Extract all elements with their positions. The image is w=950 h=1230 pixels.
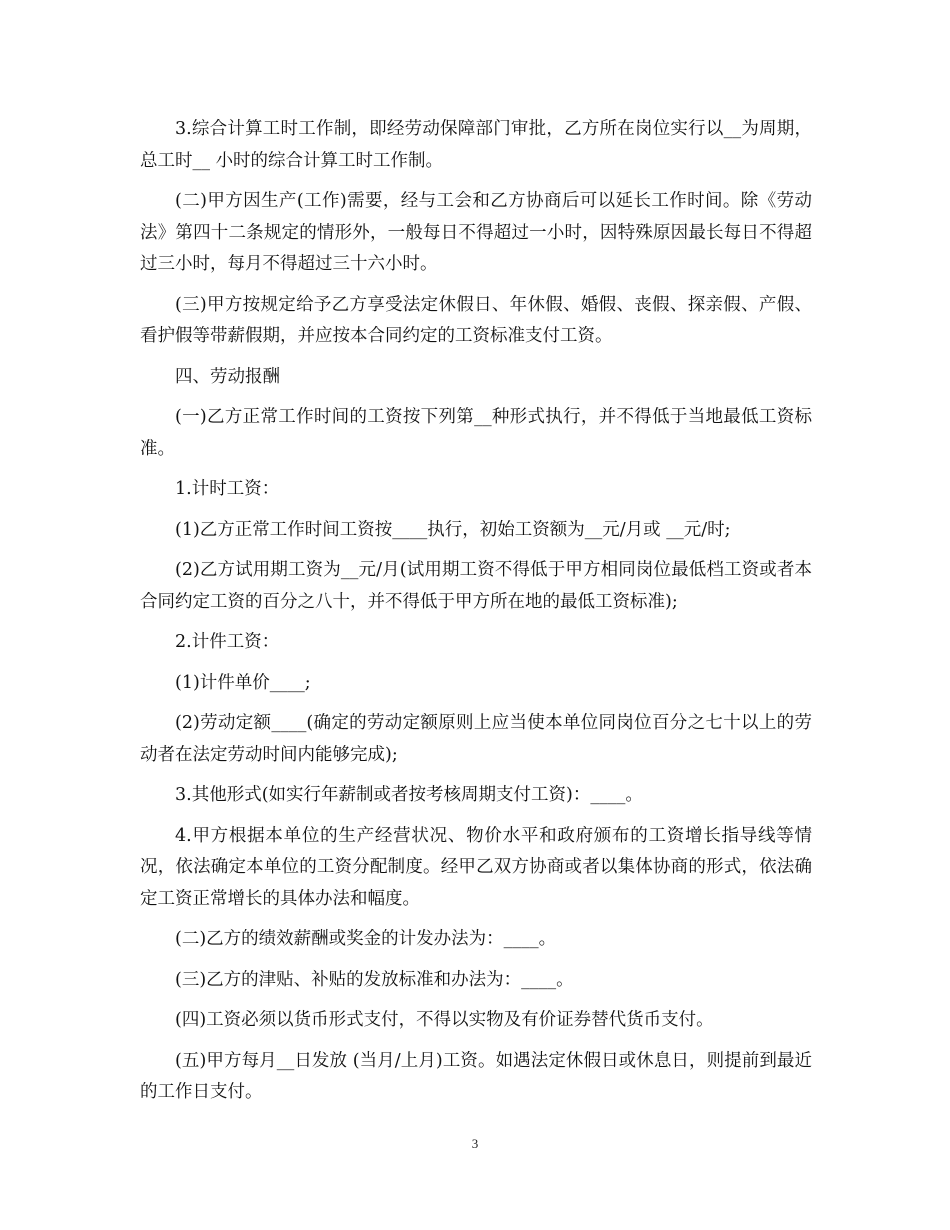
paragraph-overtime: (二)甲方因生产(工作)需要，经与工会和乙方协商后可以延长工作时间。除《劳动法》第四十二条规定的情形外，一般每日不得超过一小时，因特殊原因最长每日不得超过三小时，每月不得超过三十六小时。 xyxy=(140,191,812,274)
paragraph-time-wage: 1.计时工资： xyxy=(175,479,280,499)
paragraph-probation-wage: (2)乙方试用期工资为__元/月(试用期工资不得低于甲方相同岗位最低档工资或者本合同约定工资的百分之八十，并不得低于甲方所在地的最低工资标准); xyxy=(140,560,812,612)
paragraph-wage-form: (一)乙方正常工作时间的工资按下列第__种形式执行，并不得低于当地最低工资标准。 xyxy=(140,407,812,459)
section-heading-remuneration: 四、劳动报酬 xyxy=(175,366,280,387)
document-body xyxy=(140,114,812,1118)
paragraph-other-forms: 3.其他形式(如实行年薪制或者按考核周期支付工资)：____。 xyxy=(175,785,643,805)
paragraph-currency-payment: (四)工资必须以货币形式支付，不得以实物及有价证券替代货币支付。 xyxy=(175,1010,714,1030)
paragraph-wage-system: 4.甲方根据本单位的生产经营状况、物价水平和政府颁布的工资增长指导线等情况，依法确定本单位的工资分配制度。经甲乙双方协商或者以集体协商的形式，依法确定工资正常增长的具体办法和幅度。 xyxy=(140,825,812,909)
paragraph-paid-leave: (三)甲方按规定给予乙方享受法定休假日、年休假、婚假、丧假、探亲假、产假、看护假等带薪假期，并应按本合同约定的工资标准支付工资。 xyxy=(140,294,812,346)
paragraph-comprehensive-hours: 3.综合计算工时工作制，即经劳动保障部门审批，乙方所在岗位实行以__为周期，总工时__ 小时的综合计算工时工作制。 xyxy=(140,119,812,171)
paragraph-pay-day: (五)甲方每月__日发放 (当月/上月)工资。如遇法定休假日或休息日，则提前到最近的工作日支付。 xyxy=(140,1050,812,1102)
paragraph-labor-quota: (2)劳动定额____(确定的劳动定额原则上应当使本单位同岗位百分之七十以上的劳动者在法定劳动时间内能够完成); xyxy=(140,713,812,765)
paragraph-piece-wage: 2.计件工资： xyxy=(175,632,280,652)
paragraph-bonus: (二)乙方的绩效薪酬或奖金的计发办法为：____。 xyxy=(175,929,557,949)
paragraph-time-wage-initial: (1)乙方正常工作时间工资按____执行，初始工资额为__元/月或 __元/时; xyxy=(175,519,731,540)
page-number: 3 xyxy=(471,1136,479,1151)
paragraph-allowance: (三)乙方的津贴、补贴的发放标准和办法为：____。 xyxy=(175,969,574,990)
paragraph-piece-unit-price: (1)计件单价____; xyxy=(175,672,311,693)
